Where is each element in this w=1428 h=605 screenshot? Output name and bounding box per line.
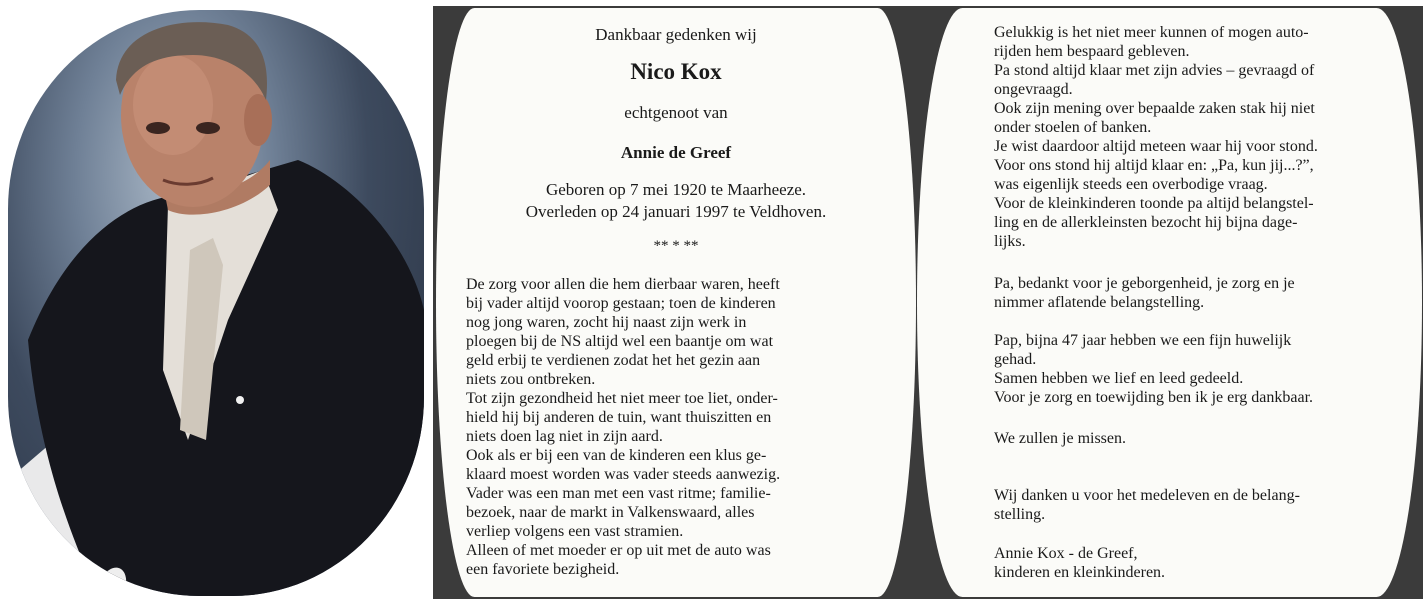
text-line: lijks. <box>994 233 1026 250</box>
text-line: bezoek, naar de markt in Valkenswaard, alles <box>466 504 755 521</box>
text-line: nog jong waren, zocht hij naast zijn werk in <box>466 314 747 331</box>
text-line: Wij danken u voor het medeleven en de belang- <box>994 487 1300 504</box>
text-line: rijden hem bespaard gebleven. <box>994 43 1190 60</box>
signature-line: kinderen en kleinkinderen. <box>994 564 1166 581</box>
right-text-block-2 <box>994 274 1404 312</box>
deceased-name: Nico Kox <box>630 59 722 84</box>
text-line: Voor je zorg en toewijding ben ik je erg dankbaar. <box>994 389 1314 406</box>
text-line: Vader was een man met een vast ritme; familie- <box>466 485 771 502</box>
text-line: Pap, bijna 47 jaar hebben we een fijn huwelijk <box>994 332 1292 349</box>
signature-line: Annie Kox - de Greef, <box>994 545 1138 562</box>
text-line: Tot zijn gezondheid het niet meer toe liet, onder- <box>466 390 778 407</box>
right-text-block-3 <box>994 331 1404 407</box>
text-line: hield hij bij anderen de tuin, want thuiszitten en <box>466 409 772 426</box>
intro-line: Dankbaar gedenken wij <box>595 25 757 44</box>
signature-block <box>994 544 1404 582</box>
text-line: verliep volgens een vast stramien. <box>466 523 684 540</box>
text-line: Ook als er bij een van de kinderen een klus ge- <box>466 447 767 464</box>
text-line: Pa, bedankt voor je geborgenheid, je zorg en je <box>994 275 1295 292</box>
text-line: was eigenlijk steeds een overbodige vraag. <box>994 176 1268 193</box>
separator: ** * ** <box>653 238 699 254</box>
text-line: nimmer aflatende belangstelling. <box>994 294 1205 311</box>
text-line: Alleen of met moeder er op uit met de auto was <box>466 542 771 559</box>
text-line: Gelukkig is het niet meer kunnen of mogen auto- <box>994 24 1309 41</box>
text-line: klaard moest worden was vader steeds aanwezig. <box>466 466 781 483</box>
text-line: onder stoelen of banken. <box>994 119 1152 136</box>
text-line: Ook zijn mening over bepaalde zaken stak hij niet <box>994 100 1315 117</box>
card-right-page <box>917 8 1422 597</box>
text-line: stelling. <box>994 506 1046 523</box>
text-line: Voor de kleinkinderen toonde pa altijd belangstel- <box>994 195 1314 212</box>
death-line: Overleden op 24 januari 1997 te Veldhoven. <box>525 202 827 221</box>
text-line: Voor ons stond hij altijd klaar en: „Pa, kun jij...?”, <box>994 157 1314 174</box>
text-line: De zorg voor allen die hem dierbaar waren, heeft <box>466 276 780 293</box>
card-left-page <box>436 8 916 597</box>
text-line: niets zou ontbreken. <box>466 371 596 388</box>
relation-line: echtgenoot van <box>624 103 728 122</box>
text-line: ploegen bij de NS altijd wel een baantje om wat <box>466 333 774 350</box>
birth-line: Geboren op 7 mei 1920 te Maarheeze. <box>545 180 807 199</box>
text-line: Je wist daardoor altijd meteen waar hij voor stond. <box>994 138 1318 155</box>
text-line: gehad. <box>994 351 1037 368</box>
portrait-photo-frame <box>6 6 426 598</box>
text-line: We zullen je missen. <box>994 430 1127 447</box>
left-text <box>466 275 886 579</box>
right-text-block-1 <box>994 23 1404 251</box>
right-text-block-5 <box>994 486 1404 524</box>
text-line: bij vader altijd voorop gestaan; toen de kinderen <box>466 295 776 312</box>
text-line: Samen hebben we lief en leed gedeeld. <box>994 370 1244 387</box>
spouse-name: Annie de Greef <box>620 143 732 162</box>
text-line: ongevraagd. <box>994 81 1073 98</box>
text-line: een favoriete bezigheid. <box>466 561 620 578</box>
text-line: Pa stond altijd klaar met zijn advies – gevraagd of <box>994 62 1315 79</box>
text-line: niets doen lag niet in zijn aard. <box>466 428 663 445</box>
text-line: geld erbij te verdienen zodat het het gezin aan <box>466 352 761 369</box>
portrait-illustration <box>8 10 424 596</box>
right-text-block-4 <box>994 429 1404 448</box>
text-line: ling en de allerkleinsten bezocht hij bijna dage- <box>994 214 1298 231</box>
portrait-photo <box>8 10 424 596</box>
